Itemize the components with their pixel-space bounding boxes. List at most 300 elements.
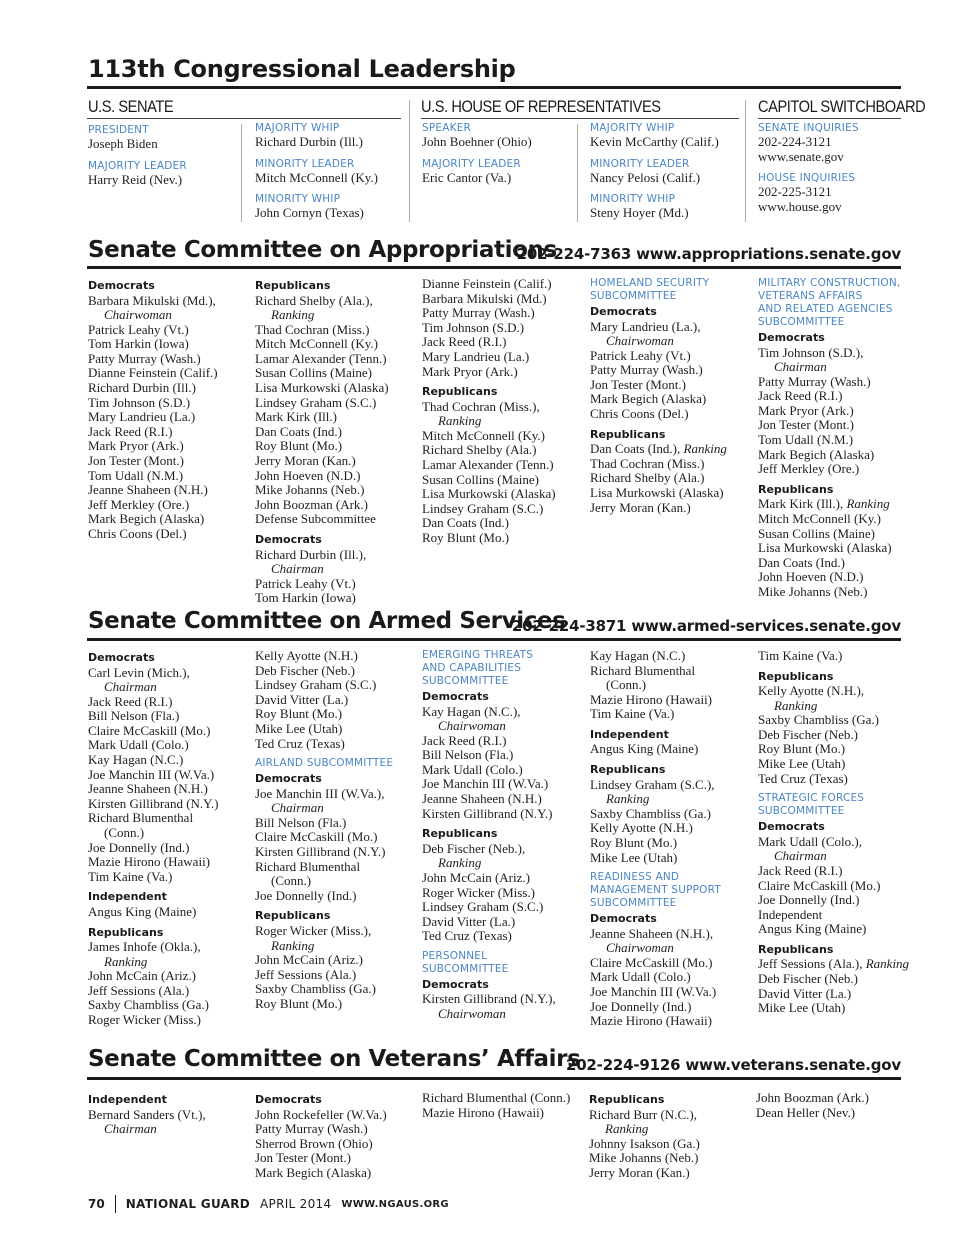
member-name: Kirsten Gillibrand (N.Y.) <box>88 795 219 811</box>
member-name: David Vitter (La.) <box>758 985 852 1001</box>
member-role: Ranking <box>271 307 315 323</box>
phone-number: 202-225-3121 <box>758 184 832 199</box>
member-name: Deb Fischer (Neb.) <box>255 662 355 678</box>
member-name: Tom Harkin (Iowa) <box>88 336 189 352</box>
member-entry <box>758 957 920 972</box>
group-heading: Democrats <box>758 331 825 344</box>
member-name: Patrick Leahy (Vt.) <box>590 347 691 363</box>
member-role: Chairwoman <box>438 1006 506 1021</box>
member-name: Jeanne Shaheen (N.H.) <box>88 482 208 498</box>
member-name: Richard Blumenthal <box>88 810 194 826</box>
member-name: Saxby Chambliss (Ga.) <box>758 712 879 728</box>
subcommittee-heading <box>758 277 920 329</box>
member-list <box>756 1091 918 1120</box>
member-name: Joe Manchin III (W.Va.) <box>590 984 717 999</box>
page-number: 70 <box>88 1197 105 1211</box>
leader-entry <box>255 193 417 221</box>
title-rule <box>87 86 901 89</box>
appropriations-col4 <box>590 277 752 515</box>
member-list <box>589 1137 751 1181</box>
member-name: Jon Tester (Mont.) <box>758 417 854 433</box>
member-role: Chairwoman <box>438 718 506 734</box>
member-name: Thad Cochran (Miss.) <box>255 321 370 337</box>
member-name: Roy Blunt (Mo.) <box>422 530 510 545</box>
subcommittee-heading-line: AIRLAND SUBCOMMITTEE <box>255 757 394 770</box>
subcommittee-heading-line: AND CAPABILITIES <box>422 662 522 674</box>
member-role: Ranking <box>865 956 910 972</box>
member-name: Lindsey Graham (S.C.), <box>590 776 715 792</box>
member-name: Dan Coats (Ind.) <box>758 554 846 570</box>
leader-entry <box>255 158 417 186</box>
member-name: Saxby Chambliss (Ga.) <box>590 805 711 821</box>
member-role: Chairman <box>271 561 324 577</box>
member-list <box>590 742 752 757</box>
group-heading: Republicans <box>422 385 498 399</box>
member-name: Jeanne Shaheen (N.H.) <box>422 791 542 807</box>
member-name: Mike Lee (Utah) <box>590 849 678 865</box>
member-name: Mary Landrieu (La.), <box>590 318 701 334</box>
member-role: Ranking <box>104 953 148 969</box>
member-name: Jerry Moran (Kan.) <box>589 1164 690 1180</box>
member-name: Mike Lee (Utah) <box>758 1000 846 1016</box>
member-name: Joe Manchin III (W.Va.) <box>422 776 549 792</box>
leader-title: MINORITY WHIP <box>255 193 341 205</box>
member-name: Mark Udall (Colo.) <box>590 969 691 985</box>
member-name: Thad Cochran (Miss.), <box>422 398 540 414</box>
member-name: Chris Coons (Del.) <box>590 406 689 422</box>
armed-services-rule <box>87 638 901 641</box>
subcommittee-heading-line: MANAGEMENT SUPPORT <box>590 884 721 897</box>
member-name: Lisa Murkowski (Alaska) <box>422 486 556 502</box>
member-name: Jon Tester (Mont.) <box>88 453 184 469</box>
member-name: Dan Coats (Ind.) <box>255 423 343 439</box>
member-name: Kay Hagan (N.C.) <box>590 648 686 663</box>
subcommittee-heading-line: EMERGING THREATS <box>422 649 534 661</box>
member-name: Roger Wicker (Miss.), <box>255 922 372 938</box>
leader-name: Nancy Pelosi (Calif.) <box>590 169 701 185</box>
veterans-col1 <box>88 1091 250 1137</box>
veterans-col5 <box>756 1091 918 1120</box>
member-name: Richard Shelby (Ala.), <box>255 292 373 308</box>
member-name: John Hoeven (N.D.) <box>255 467 361 483</box>
member-name: Dianne Feinstein (Calif.) <box>422 276 552 291</box>
member-name: Claire McCaskill (Mo.) <box>590 954 713 970</box>
member-name: Angus King (Maine) <box>590 741 699 757</box>
member-name: Angus King (Maine) <box>88 903 197 919</box>
member-name: Mark Begich (Alaska) <box>590 391 707 407</box>
member-name: John McCain (Ariz.) <box>422 869 530 885</box>
member-name: Susan Collins (Maine) <box>422 471 539 487</box>
house-leaders-col2 <box>590 122 752 229</box>
member-list <box>88 323 250 542</box>
member-list <box>590 693 752 722</box>
subcommittee-heading-line: SUBCOMMITTEE <box>758 805 845 818</box>
member-role: Chairman <box>271 800 324 816</box>
member-name: Lamar Alexander (Tenn.) <box>422 457 554 473</box>
member-name: Bill Nelson (Fla.) <box>88 708 180 724</box>
member-list <box>758 375 920 477</box>
member-name: Richard Blumenthal <box>255 858 361 874</box>
member-role: Ranking <box>271 937 315 953</box>
member-state: (Conn.) <box>606 677 647 693</box>
member-name: Tim Johnson (S.D.), <box>758 344 864 360</box>
leader-title: MAJORITY WHIP <box>255 122 340 134</box>
member-name: Mary Landrieu (La.) <box>88 409 196 425</box>
senate-rule <box>87 118 401 119</box>
member-name: Lindsey Graham (S.C.) <box>255 677 377 693</box>
page-footer <box>88 1195 449 1213</box>
member-name: Patty Murray (Wash.) <box>590 362 703 378</box>
veterans-col4 <box>589 1091 751 1180</box>
member-role: Chairman <box>774 359 827 375</box>
group-heading: Republicans <box>590 427 666 441</box>
group-heading: Independent <box>88 1093 167 1106</box>
member-name: Lisa Murkowski (Alaska) <box>758 540 892 556</box>
group-heading: Democrats <box>88 651 155 664</box>
member-name: John Boozman (Ark.) <box>756 1090 870 1105</box>
appropriations-contact: 202-224-7363 www.appropriations.senate.gov <box>516 245 901 263</box>
member-name: Thad Cochran (Miss.) <box>590 455 705 471</box>
leader-entry <box>422 122 584 150</box>
member-name: Susan Collins (Maine) <box>255 365 372 381</box>
member-name: Bill Nelson (Fla.) <box>422 747 514 763</box>
group-heading: Democrats <box>255 1093 322 1106</box>
member-role: Chairwoman <box>104 307 172 323</box>
member-name: Deb Fischer (Neb.) <box>758 971 858 986</box>
senate-leaders-col1 <box>88 124 250 195</box>
member-list <box>255 649 417 751</box>
member-name: Mike Johanns (Neb.) <box>255 482 365 498</box>
member-name: Sherrod Brown (Ohio) <box>255 1135 373 1151</box>
leader-name: Harry Reid (Nev.) <box>88 171 183 187</box>
member-list <box>422 871 584 944</box>
member-name: Richard Shelby (Ala.) <box>590 470 705 486</box>
member-list <box>590 649 752 678</box>
armed-col2 <box>255 649 417 1011</box>
appropriations-col3 <box>422 277 584 546</box>
member-name: Richard Durbin (Ill.), <box>255 546 367 562</box>
member-name: Kirsten Gillibrand (N.Y.) <box>422 805 553 821</box>
website-link[interactable]: WWW.NGAUS.ORG <box>341 1198 449 1210</box>
member-name: Lisa Murkowski (Alaska) <box>255 380 389 396</box>
member-name: Mark Pryor (Ark.) <box>422 363 518 379</box>
member-list <box>255 577 417 606</box>
member-name: Mark Pryor (Ark.) <box>88 438 184 454</box>
member-name: Patty Murray (Wash.) <box>88 350 201 366</box>
member-name: Carl Levin (Mich.), <box>88 664 190 680</box>
member-name: Mitch McConnell (Ky.) <box>422 427 545 443</box>
leader-name: Richard Durbin (Ill.) <box>255 134 363 149</box>
appropriations-col2 <box>255 277 417 606</box>
group-heading: Republicans <box>758 942 834 956</box>
group-heading: Independent <box>88 890 167 904</box>
subcommittee-heading-line: HOMELAND SECURITY <box>590 277 710 289</box>
armed-col1 <box>88 649 250 1028</box>
group-heading: Independent <box>590 727 669 741</box>
member-list <box>422 734 584 822</box>
member-name: Richard Durbin (Ill.) <box>88 380 196 396</box>
leader-entry <box>422 158 584 186</box>
member-name: Tim Kaine (Va.) <box>88 868 173 884</box>
member-list <box>758 512 920 600</box>
member-name: Mike Johanns (Neb.) <box>589 1150 699 1166</box>
member-name: Saxby Chambliss (Ga.) <box>88 997 209 1013</box>
leader-entry <box>255 122 417 150</box>
leader-name: Eric Cantor (Va.) <box>422 169 512 185</box>
member-name: Kelly Ayotte (N.H.) <box>255 648 358 663</box>
member-name: John McCain (Ariz.) <box>255 952 363 968</box>
leader-title: MAJORITY LEADER <box>88 159 187 172</box>
member-name: Ted Cruz (Texas) <box>255 735 345 751</box>
member-name: Jeff Sessions (Ala.), <box>758 956 863 972</box>
member-list <box>255 953 417 1011</box>
website-link[interactable]: www.senate.gov <box>758 148 844 164</box>
member-name: Jeff Sessions (Ala.) <box>88 982 190 998</box>
member-name: Jon Tester (Mont.) <box>590 376 686 392</box>
member-name: Mitch McConnell (Ky.) <box>255 336 378 352</box>
armed-services-title: Senate Committee on Armed Services <box>88 608 566 634</box>
website-link[interactable]: www.house.gov <box>758 198 842 214</box>
member-name: Chris Coons (Del.) <box>88 526 187 541</box>
veterans-col3 <box>422 1091 584 1120</box>
member-name: Tim Johnson (S.D.) <box>88 394 191 410</box>
subcommittee-heading-line: PERSONNEL <box>422 949 488 962</box>
member-name: John McCain (Ariz.) <box>88 968 196 984</box>
subcommittee-heading-line: SUBCOMMITTEE <box>422 675 509 687</box>
page-title: 113th Congressional Leadership <box>88 55 516 83</box>
member-list <box>590 956 752 1029</box>
member-name: Mazie Hirono (Hawaii) <box>590 1013 713 1029</box>
senate-leaders-col2 <box>255 122 417 229</box>
member-name: Kelly Ayotte (N.H.) <box>590 820 693 836</box>
member-name: Mark Begich (Alaska) <box>758 446 875 462</box>
member-name: Jack Reed (R.I.) <box>422 334 507 350</box>
leader-entry <box>590 158 752 186</box>
member-list <box>255 889 417 904</box>
member-name: Mazie Hirono (Hawaii) <box>422 1104 545 1120</box>
member-list <box>255 323 417 527</box>
member-name: Barbara Mikulski (Md.), <box>88 292 216 308</box>
leader-entry <box>88 160 250 188</box>
leader-title: MINORITY LEADER <box>255 157 355 170</box>
subcommittee-heading <box>590 277 752 303</box>
member-name: Dean Heller (Nev.) <box>756 1104 856 1120</box>
member-role: Chairman <box>104 1121 157 1137</box>
appropriations-rule <box>87 266 901 269</box>
group-heading: Republicans <box>589 1093 665 1106</box>
member-name: Jeff Merkley (Ore.) <box>88 496 190 512</box>
member-name: Bernard Sanders (Vt.), <box>88 1106 206 1122</box>
member-entry <box>758 497 920 512</box>
member-name: Patrick Leahy (Vt.) <box>88 321 189 337</box>
switchboard-rule <box>758 118 901 119</box>
member-name: Jack Reed (R.I.) <box>88 693 173 709</box>
subcommittee-heading <box>255 757 417 770</box>
member-name: Jeanne Shaheen (N.H.) <box>88 781 208 797</box>
member-name: Joe Manchin III (W.Va.), <box>255 785 385 801</box>
member-name: Kirsten Gillibrand (N.Y.) <box>255 844 386 860</box>
member-name: Jeanne Shaheen (N.H.), <box>590 925 714 941</box>
member-name: Jerry Moran (Kan.) <box>255 453 356 469</box>
member-name: Dianne Feinstein (Calif.) <box>88 365 218 381</box>
member-name: John Rockefeller (W.Va.) <box>255 1106 387 1122</box>
member-name: Tom Harkin (Iowa) <box>255 590 356 606</box>
member-name: Lindsey Graham (S.C.) <box>422 500 544 516</box>
member-name: Kirsten Gillibrand (N.Y.), <box>422 991 556 1007</box>
member-name: Claire McCaskill (Mo.) <box>88 722 211 738</box>
subcommittee-heading-line: SUBCOMMITTEE <box>590 290 677 302</box>
veterans-contact: 202-224-9126 www.veterans.senate.gov <box>565 1056 901 1074</box>
member-name: Richard Blumenthal <box>590 662 696 678</box>
member-name: Kay Hagan (N.C.) <box>88 752 184 768</box>
armed-services-contact: 202-224-3871 www.armed-services.senate.gov <box>511 617 901 635</box>
member-list <box>88 695 250 826</box>
member-name: Richard Blumenthal (Conn.) <box>422 1090 571 1105</box>
member-name: Joe Manchin III (W.Va.) <box>88 766 215 782</box>
member-name: Mary Landrieu (La.) <box>422 348 530 364</box>
member-list <box>590 349 752 422</box>
group-heading: Republicans <box>758 482 834 496</box>
subcommittee-heading-line: SUBCOMMITTEE <box>590 897 677 910</box>
member-name: Mike Lee (Utah) <box>255 720 343 736</box>
veterans-rule <box>87 1077 901 1080</box>
leader-name: Mitch McConnell (Ky.) <box>255 169 378 185</box>
member-name: Jack Reed (R.I.) <box>758 862 843 878</box>
member-role: Ranking <box>683 441 727 457</box>
house-leaders-col1 <box>422 122 584 193</box>
member-role: Ranking <box>605 1121 649 1137</box>
group-heading: Republicans <box>422 827 498 841</box>
leader-name: Kevin McCarthy (Calif.) <box>590 134 719 149</box>
leader-name: Steny Hoyer (Md.) <box>590 205 689 220</box>
leader-title: MAJORITY LEADER <box>422 157 521 170</box>
member-name: David Vitter (La.) <box>255 691 349 707</box>
member-name: Roger Wicker (Miss.) <box>88 1011 201 1027</box>
house-heading: U.S. HOUSE OF REPRESENTATIVES <box>421 97 661 116</box>
subcommittee-heading-line: SUBCOMMITTEE <box>422 962 509 975</box>
subcommittee-heading-line: VETERANS AFFAIRS <box>758 290 863 302</box>
member-name: Mark Kirk (Ill.) <box>255 409 337 425</box>
member-name: Lindsey Graham (S.C.) <box>255 394 377 410</box>
member-name: Jerry Moran (Kan.) <box>590 499 691 515</box>
member-name: Tim Kaine (Va.) <box>590 706 675 722</box>
leader-entry <box>590 122 752 150</box>
member-list <box>255 816 417 874</box>
member-name: Bill Nelson (Fla.) <box>255 814 347 830</box>
phone-number: 202-224-3121 <box>758 134 832 149</box>
member-name: Johnny Isakson (Ga.) <box>589 1135 700 1151</box>
member-name: Mark Pryor (Ark.) <box>758 402 854 418</box>
member-name: Mark Udall (Colo.) <box>422 761 523 777</box>
member-name: Patrick Leahy (Vt.) <box>255 575 356 591</box>
group-heading: Republicans <box>590 763 666 777</box>
subcommittee-heading-line: MILITARY CONSTRUCTION, <box>758 277 901 289</box>
member-name: Saxby Chambliss (Ga.) <box>255 981 376 997</box>
member-name: Joe Donnelly (Ind.) <box>758 892 860 908</box>
switchboard-entry <box>758 172 920 214</box>
member-name: Dan Coats (Ind.), <box>590 441 681 457</box>
switchboard-entry <box>758 122 920 164</box>
member-name: Mark Udall (Colo.) <box>88 737 189 753</box>
member-name: Defense Subcommittee <box>255 511 376 527</box>
member-name: Jon Tester (Mont.) <box>255 1150 351 1166</box>
senate-heading: U.S. SENATE <box>88 97 174 116</box>
member-name: Tim Johnson (S.D.) <box>422 319 525 335</box>
member-name: Tom Udall (N.M.) <box>88 467 184 483</box>
inquiry-label: SENATE INQUIRIES <box>758 122 859 134</box>
member-name: Patty Murray (Wash.) <box>422 305 535 321</box>
leader-name: John Boehner (Ohio) <box>422 134 532 149</box>
member-name: Jack Reed (R.I.) <box>758 388 843 404</box>
member-name: Jack Reed (R.I.) <box>88 423 173 439</box>
member-name: Lindsey Graham (S.C.) <box>422 899 544 915</box>
member-name: Ted Cruz (Texas) <box>758 770 848 786</box>
group-heading: Democrats <box>758 820 825 834</box>
member-name: Roy Blunt (Mo.) <box>255 706 343 722</box>
group-heading: Democrats <box>255 533 322 546</box>
member-name: Mark Udall (Colo.), <box>758 833 862 849</box>
member-name: Roy Blunt (Mo.) <box>255 995 343 1011</box>
member-name: John Boozman (Ark.) <box>255 496 369 512</box>
subcommittee-heading <box>422 950 584 976</box>
leader-title: MINORITY WHIP <box>590 193 676 205</box>
member-name: Jeff Sessions (Ala.) <box>255 966 357 982</box>
member-role: Chairwoman <box>606 333 674 349</box>
subcommittee-heading <box>590 871 752 910</box>
member-list <box>758 713 920 786</box>
member-list <box>590 457 752 515</box>
leader-entry <box>590 193 752 221</box>
member-name: Mazie Hirono (Hawaii) <box>590 691 713 707</box>
member-name: Jack Reed (R.I.) <box>422 732 507 748</box>
member-role: Ranking <box>846 496 890 512</box>
subcommittee-heading-line: READINESS AND <box>590 871 680 884</box>
member-name: Dan Coats (Ind.) <box>422 515 510 531</box>
member-list <box>758 649 920 664</box>
member-list <box>422 1091 584 1120</box>
leader-title: SPEAKER <box>422 122 472 134</box>
subcommittee-heading <box>422 649 584 688</box>
member-list <box>590 807 752 865</box>
member-name: Ted Cruz (Texas) <box>422 928 512 944</box>
member-name: Mark Begich (Alaska) <box>88 511 205 527</box>
subcommittee-heading <box>758 792 920 818</box>
member-name: Mike Johanns (Neb.) <box>758 583 868 599</box>
footer-divider <box>115 1195 116 1213</box>
member-list <box>88 905 250 920</box>
member-name: Lisa Murkowski (Alaska) <box>590 484 724 500</box>
member-name: Barbara Mikulski (Md.) <box>422 290 547 306</box>
member-role: Ranking <box>606 791 650 807</box>
member-role: Ranking <box>438 855 482 871</box>
member-name: Joe Donnelly (Ind.) <box>88 839 190 855</box>
member-name: Deb Fischer (Neb.) <box>758 726 858 742</box>
member-name: Deb Fischer (Neb.), <box>422 840 526 856</box>
group-heading: Democrats <box>255 772 322 786</box>
member-state: (Conn.) <box>271 873 312 889</box>
group-heading: Republicans <box>758 669 834 683</box>
member-name: John Hoeven (N.D.) <box>758 569 864 585</box>
member-list <box>422 429 584 546</box>
leader-name: Joseph Biden <box>88 136 158 151</box>
issue-date: APRIL 2014 <box>260 1197 332 1211</box>
switchboard-col <box>758 122 920 222</box>
subcommittee-heading-line: STRATEGIC FORCES <box>758 792 865 805</box>
member-name: Roy Blunt (Mo.) <box>590 834 678 850</box>
member-role: Chairwoman <box>606 940 674 956</box>
leader-title: PRESIDENT <box>88 124 149 136</box>
member-role: Ranking <box>438 413 482 429</box>
